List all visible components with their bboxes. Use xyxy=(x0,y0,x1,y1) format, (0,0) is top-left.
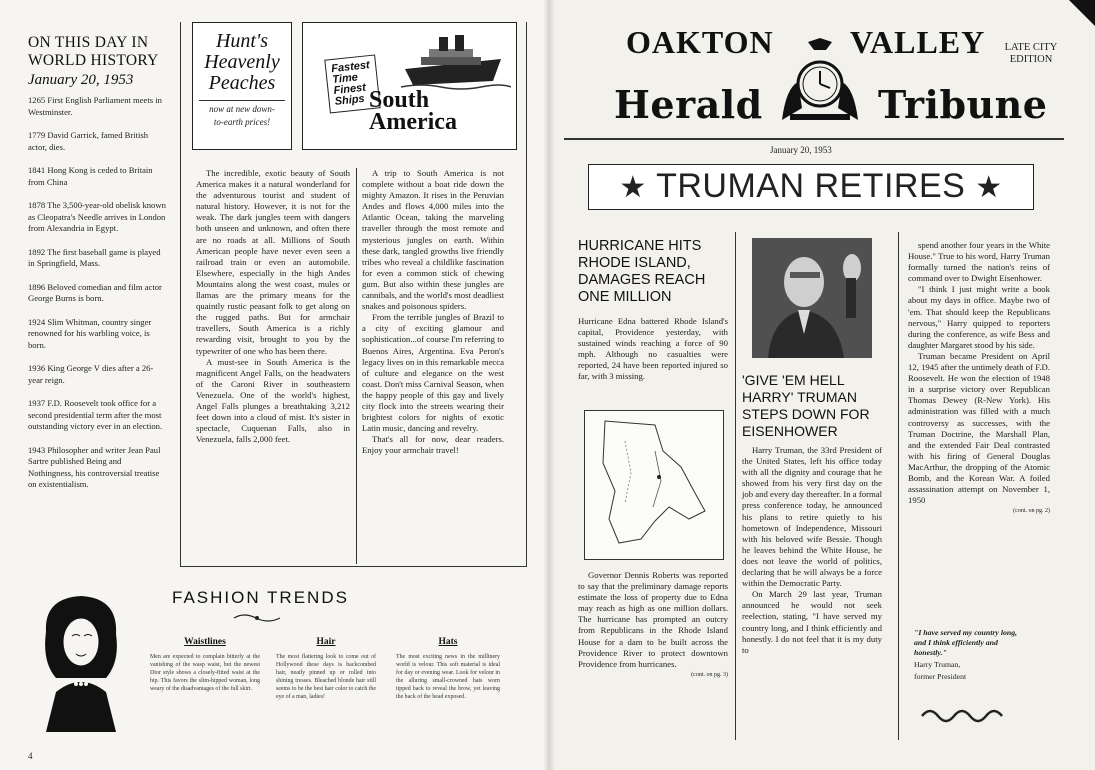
masthead-valley: VALLEY xyxy=(850,24,986,60)
edition-line: LATE CITY xyxy=(1004,42,1058,53)
star-icon: ★ xyxy=(619,171,647,204)
fashion-column-hair xyxy=(276,638,376,701)
article-paragraph: Truman became President on April 12, 1945 after the untimely death of F.D. Roosevelt. He won the election of 1948 in a surprise victory over Republican Thomas Dewey (R-New York). His administration was filled with a much controversy as successes, with the Truman Doctrine, the Marshall Plan, and the extended Fair Deal contrasted with his firing of General Douglas MacArthur, the dropping of the Atomic Bomb, and the Korean War. A foiled assassination attempt on November 1, 1950 xyxy=(908,350,1050,506)
column-divider xyxy=(898,232,899,740)
masthead-rule xyxy=(564,138,1064,140)
column-divider xyxy=(356,168,357,564)
clock-emblem-icon xyxy=(780,38,860,122)
history-entry: 1779 David Garrick, famed British actor, dies. xyxy=(28,130,149,152)
on-this-day-date: January 20, 1953 xyxy=(28,72,134,88)
fashion-woman-portrait-icon xyxy=(36,592,126,732)
article-paragraph: "I think I just might write a book about my days in office. Maybe two of 'em. That should keep the Republicans nervous," Harry quipped to reporters during the conference, as wife Bess and daughter Margaret stood by his side. xyxy=(908,284,1050,350)
peaches-line: Heavenly xyxy=(204,51,280,73)
column-divider xyxy=(180,22,181,567)
column-divider xyxy=(735,232,736,740)
history-entry: 1937 F.D. Roosevelt took office for a second presidential term after the most outstanding victory ever in an election. xyxy=(28,398,163,431)
article-paragraph: Harry Truman, the 33rd President of the United States, left his office today with all the dignity and courage that he showed from his very first day on the job and every day thereafter. In a formal press conference today, he announced his plans to retire quietly to his hometown of Independence, Missouri with his beloved wife Bessie. Though he leaves behind the White House, he does not leave the world of politics, declaring that he will always be a force within the Democratic Party. xyxy=(742,445,882,589)
fashion-text: The most flattering look to come out of Hollywood these days is backcombed hair, neatly pinned up or rolled into shining tresses. Bleached blonde hair still seems to be the best hair color to catch the eye of a man, ladies! xyxy=(276,654,376,700)
article-paragraph: Governor Dennis Roberts was reported to say that the preliminary damage reports estimate the loss of property due to Edna may reach as high as one million dollars. The hurricane has prompted an outcry from Republicans in the Rhode Island House for a dam to be built across the Providence River to protect downtown Providence from hurricanes. xyxy=(578,570,728,669)
on-this-day-column xyxy=(28,34,168,503)
hurricane-headline: HURRICANE HITS RHODE ISLAND, DAMAGES REACH ONE MILLION xyxy=(578,238,706,305)
truman-article-col1 xyxy=(742,445,882,656)
section-divider xyxy=(180,566,527,567)
article-paragraph: A must-see in South America is the magnificent Angel Falls, on the headwaters of the Caroni River in southeastern Venezuela. One of the world's highest, Angel Falls plunges a breathtaking 3,212 feet down into a cloud of mist. It's sister in spectacle, Cuquenan Falls, also in Venezuela, falls 2,000 feet. xyxy=(196,356,350,445)
heading-line: WORLD HISTORY xyxy=(28,52,159,69)
peaches-line: Peaches xyxy=(208,72,276,94)
ocean-liner-icon xyxy=(401,29,511,93)
heading-line: ON THIS DAY IN xyxy=(28,34,149,51)
lead-headline: TRUMAN RETIRES xyxy=(656,167,966,205)
south-america-logo xyxy=(369,89,457,133)
scroll-ornament-icon xyxy=(918,706,1008,726)
article-paragraph: spend another four years in the White House." True to his word, Harry Truman formally turned the nation's reins of command over to Dwight Eisenhower. xyxy=(908,240,1050,284)
truman-pull-quote xyxy=(914,628,1024,682)
masthead-oakton: OAKTON xyxy=(626,24,774,60)
ornament-icon xyxy=(232,612,282,624)
lead-headline-banner xyxy=(588,164,1034,210)
logo-line: South xyxy=(369,87,430,113)
hurricane-article-bottom xyxy=(578,570,728,681)
quote-text: "I have served my country long, and I think efficiently and honestly." xyxy=(914,628,1018,657)
fashion-text: Men are expected to complain bitterly at the vanishing of the wasp waist, but the newest Dior style shows a closely-fitted waist at the hip. This favors the slim-hipped woman, long weary of the disadvantages of the full skirt. xyxy=(150,654,260,692)
truman-headline: 'GIVE 'EM HELL HARRY' TRUMAN STEPS DOWN FOR EISENHOWER xyxy=(742,372,870,439)
quote-attribution: former President xyxy=(914,672,967,681)
history-entry: 1878 The 3,500-year-old obelisk known as Cleopatra's Needle arrives in London from Alexandria in Egypt. xyxy=(28,200,166,233)
issue-date: January 20, 1953 xyxy=(770,145,832,155)
peaches-advertisement xyxy=(192,22,292,150)
article-paragraph: That's all for now, dear readers. Enjoy your armchair travel! xyxy=(362,434,504,456)
truman-article-col2 xyxy=(908,240,1050,517)
fashion-trends-title: FASHION TRENDS xyxy=(172,588,349,607)
south-america-article-col2 xyxy=(362,168,504,456)
history-entry: 1841 Hong Kong is ceded to Britain from China xyxy=(28,165,153,187)
truman-photo xyxy=(752,238,872,358)
fashion-column-hats xyxy=(396,638,500,701)
page-number: 4 xyxy=(28,751,33,761)
article-paragraph: Hurricane Edna battered Rhode Island's capital, Providence yesterday, with sustained winds reaching a force of 90 mph. Although no casualties were reported, 24 have been reported injured so far, with 3 missing. xyxy=(578,316,728,382)
quote-attribution: Harry Truman, xyxy=(914,660,961,669)
fashion-column-waistlines xyxy=(150,638,260,693)
peaches-line: Hunt's xyxy=(215,30,269,52)
portrait-photo-icon xyxy=(752,238,872,358)
tag-line: Fastest xyxy=(330,59,371,76)
history-entry: 1936 King George V dies after a 26-year reign. xyxy=(28,363,154,385)
history-entry: 1892 The first baseball game is played in Springfield, Mass. xyxy=(28,246,161,268)
history-entry: 1265 First English Parliament meets in Westminster. xyxy=(28,95,162,117)
masthead-herald: Herald xyxy=(614,82,763,127)
map-outline-icon xyxy=(585,411,723,559)
article-paragraph: On March 29 last year, Truman announced he would not seek reelection, stating, "I have served my country long, and I think efficiently and honestly. I do not feel that it is my duty to xyxy=(742,589,882,655)
tag-line: Time xyxy=(331,71,359,87)
fashion-text: The most exciting news in the millinery world is velour. This soft material is ideal for day or evening wear. Look for velour in the alluring small-crowned hats worn tipped back to reveal the brow, yet leaving the back of the head exposed. xyxy=(396,654,500,700)
folded-corner xyxy=(1069,0,1095,26)
tag-line: Finest xyxy=(333,81,367,97)
star-icon: ★ xyxy=(975,171,1003,204)
hurricane-article-top xyxy=(578,316,728,383)
edition-label xyxy=(998,42,1064,66)
history-entry: 1924 Slim Whitman, country singer renowned for his warbling voice, is born. xyxy=(28,316,152,350)
peaches-brand xyxy=(193,31,291,94)
history-entry: 1896 Beloved comedian and film actor George Burns is born. xyxy=(28,281,162,303)
history-entry: 1943 Philosopher and writer Jean Paul Sartre published Being and Nothingness, his controversial treatise on existentialism. xyxy=(28,444,161,489)
article-paragraph: A trip to South America is not complete without a boat ride down the mighty Amazon. It rises in the Peruvian Andes and flows 4,000 miles into the Atlantic Ocean, taking the marveling traveller through the most remote and mysterious jungles on earth. Within these dark, tangled growths live friendly tribes who reveal a childlike fascination for even a common stick of chewing gum. But also within these jungles are cannibals, and the world's most deadliest snakes and poisonous spiders. xyxy=(362,168,504,312)
continued-note: (cont. on pg. 2) xyxy=(1013,508,1050,515)
page-fold xyxy=(544,0,554,770)
continued-note: (cont. on pg. 3) xyxy=(691,671,728,678)
fashion-heading: Waistlines xyxy=(184,637,226,647)
tagline-line: now at new down- xyxy=(209,104,275,114)
south-america-article-col1 xyxy=(196,168,350,445)
column-divider xyxy=(526,22,527,567)
rhode-island-map xyxy=(584,410,724,560)
on-this-day-heading xyxy=(28,34,168,70)
fashion-heading: Hats xyxy=(438,637,458,647)
masthead-tribune: Tribune xyxy=(878,82,1048,127)
tagline-line: to-earth prices! xyxy=(213,117,271,127)
fashion-heading: Hair xyxy=(316,637,336,647)
logo-line: America xyxy=(369,109,457,135)
south-america-cruise-advertisement xyxy=(302,22,517,150)
edition-line: EDITION xyxy=(1009,54,1053,65)
peaches-tagline xyxy=(199,100,285,129)
tag-line: Ships xyxy=(334,92,366,108)
article-paragraph: From the terrible jungles of Brazil to a city of exciting glamour and sophistication...of course I'm referring to Buenos Aires, Argentina. Eva Peron's legacy lives on in this remarkable mecca of culture and elegance on the west coast. Don't miss Carnival Season, when the happy people of this gay and lively city flock into the streets wearing their brightest colors for nights of exotic Latin music, dancing and revelry. xyxy=(362,312,504,434)
article-paragraph: The incredible, exotic beauty of South America makes it a natural wonderland for the adventurous tourist and student of natural history. However, it is not for the weak. The dark jungles teem with dangers both unseen and unknown, and often there are no roads at all. Millions of South American people have never even seen a railroad train or even an automobile. Elsewhere, especially in the high Andes Mountains along the west coast, mules or llamas are the primary means for the quaintly rustic peasant folk to get along on the rugged paths. But for armchair travellers, South America is a richly rewarding visit, brought to you by the typewriter of one who has been there. xyxy=(196,168,350,356)
